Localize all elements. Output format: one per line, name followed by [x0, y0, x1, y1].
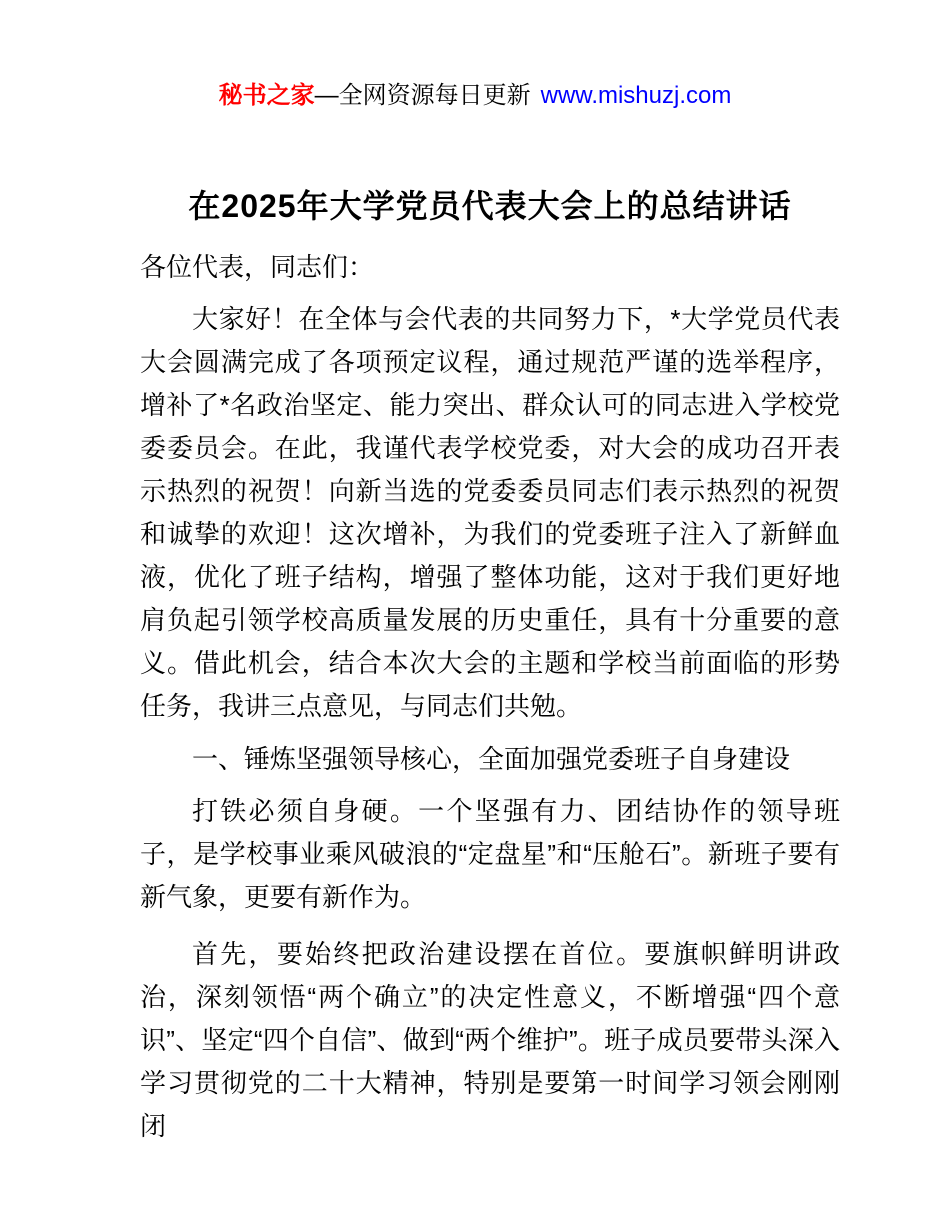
section-heading-1: 一、锤炼坚强领导核心，全面加强党委班子自身建设 — [192, 743, 791, 774]
salutation: 各位代表，同志们： — [140, 251, 375, 282]
paragraph-political-building: 首先，要始终把政治建设摆在首位。要旗帜鲜明讲政治，深刻领悟“两个确立”的决定性意义，不断增强“四个意识”、坚定“四个自信”、做到“两个维护”。班子成员要带头深入学习贯彻党的二十大精神，特别是要第一时间学习领会刚刚闭 — [140, 938, 840, 1141]
site-tagline: 全网资源每日更新 — [338, 82, 531, 109]
site-brand-dash: — — [314, 82, 339, 109]
document-title: 在2025年大学党员代表大会上的总结讲话 — [188, 188, 792, 224]
site-url-link[interactable]: www.mishuzj.com — [540, 82, 732, 109]
site-header — [0, 0, 950, 108]
paragraph-opening: 大家好！在全体与会代表的共同努力下，*大学党员代表大会圆满完成了各项预定议程，通过规范严谨的选举程序，增补了*名政治坚定、能力突出、群众认可的同志进入学校党委委员会。在此，我谨代表学校党委，对大会的成功召开表示热烈的祝贺！向新当选的党委委员同志们表示热烈的祝贺和诚挚的欢迎！这次增补，为我们的党委班子注入了新鲜血液，优化了班子结构，增强了整体功能，这对于我们更好地肩负起引领学校高质量发展的历史重任，具有十分重要的意义。借此机会，结合本次大会的主题和学校当前面临的形势任务，我讲三点意见，与同志们共勉。 — [140, 303, 840, 721]
site-brand: 秘书之家 — [218, 82, 315, 109]
paragraph-leadership: 打铁必须自身硬。一个坚强有力、团结协作的领导班子，是学校事业乘风破浪的“定盘星”和“压舱石”。新班子要有新气象，更要有新作为。 — [140, 795, 840, 912]
document-body — [0, 186, 950, 1148]
